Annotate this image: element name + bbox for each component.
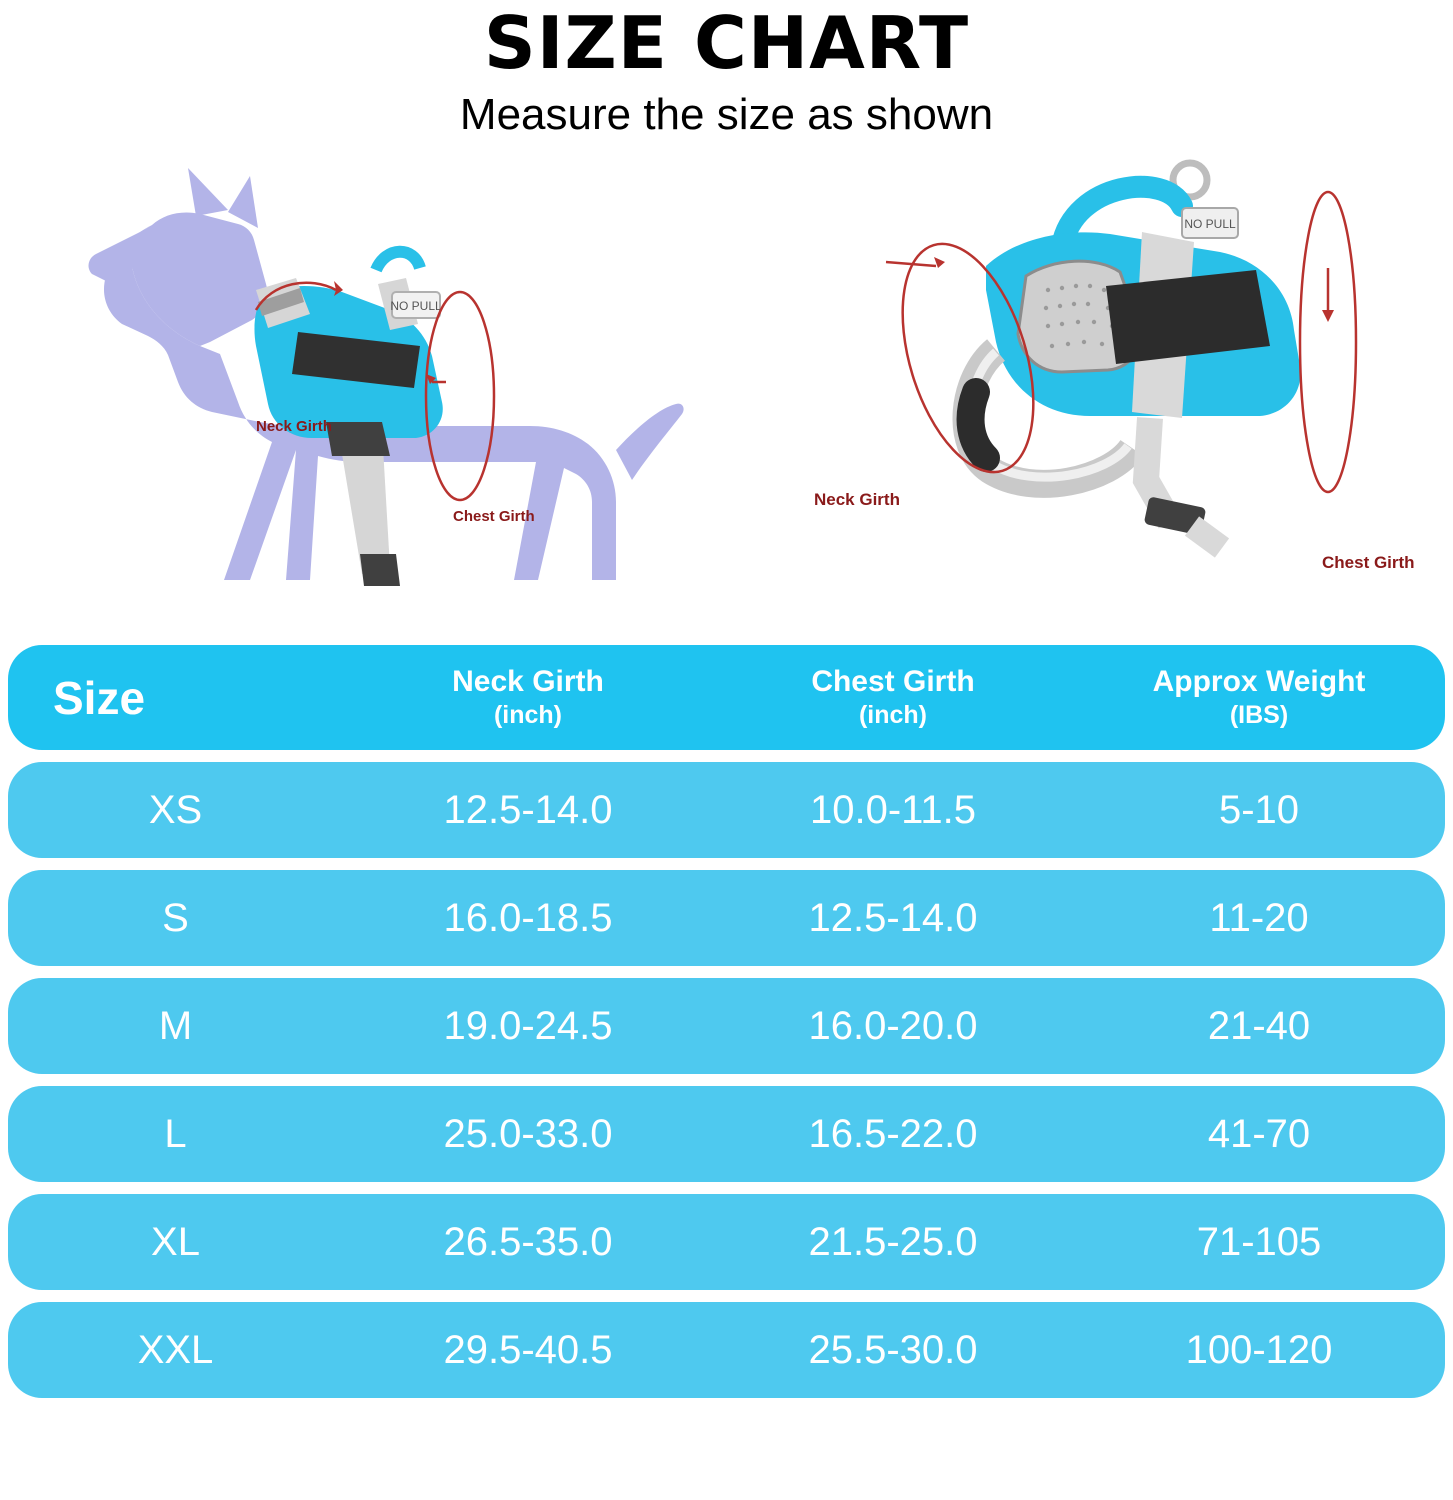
cell-weight: 5-10 bbox=[1218, 787, 1300, 832]
neck-girth-label-left: Neck Girth bbox=[256, 418, 332, 436]
table-row bbox=[8, 1194, 1445, 1290]
cell-chest: 25.5-30.0 bbox=[808, 1327, 978, 1372]
table-row bbox=[8, 1302, 1445, 1398]
cell-size: XL bbox=[151, 1219, 200, 1264]
cell-size: M bbox=[158, 1003, 193, 1048]
cell-chest: 12.5-14.0 bbox=[808, 895, 978, 940]
cell-weight: 71-105 bbox=[1196, 1219, 1322, 1264]
cell-neck: 16.0-18.5 bbox=[443, 895, 613, 940]
cell-chest: 10.0-11.5 bbox=[809, 787, 977, 832]
svg-text:NO PULL: NO PULL bbox=[390, 299, 442, 314]
column-header-neck-girth-unit: (inch) bbox=[493, 700, 563, 729]
chest-girth-label-right: Chest Girth bbox=[1322, 553, 1415, 573]
column-header-chest-girth-title: Chest Girth bbox=[811, 665, 975, 699]
cell-neck: 25.0-33.0 bbox=[443, 1111, 613, 1156]
column-header-chest-girth bbox=[713, 665, 1073, 730]
column-header-size: Size bbox=[53, 671, 146, 724]
cell-weight: 41-70 bbox=[1207, 1111, 1311, 1156]
harness-product-svg bbox=[790, 150, 1410, 630]
harness-product-diagram bbox=[790, 150, 1415, 630]
cell-size: S bbox=[162, 895, 189, 940]
cell-neck: 29.5-40.5 bbox=[443, 1327, 613, 1372]
cell-size: XXL bbox=[137, 1327, 214, 1372]
page-title: SIZE CHART bbox=[483, 1, 970, 85]
column-header-approx-weight-title: Approx Weight bbox=[1152, 665, 1366, 699]
table-row bbox=[8, 1086, 1445, 1182]
table-row bbox=[8, 870, 1445, 966]
dog-harness-diagram bbox=[60, 150, 700, 630]
cell-weight: 100-120 bbox=[1185, 1327, 1333, 1372]
cell-neck: 19.0-24.5 bbox=[443, 1003, 613, 1048]
cell-size: L bbox=[164, 1111, 187, 1156]
size-chart-table bbox=[8, 645, 1445, 1410]
cell-chest: 16.0-20.0 bbox=[808, 1003, 978, 1048]
table-row bbox=[8, 762, 1445, 858]
page-header bbox=[0, 0, 1453, 140]
neck-girth-label-right: Neck Girth bbox=[814, 490, 900, 510]
column-header-approx-weight bbox=[1073, 665, 1445, 730]
column-header-chest-girth-unit: (inch) bbox=[858, 700, 928, 729]
dog-silhouette-svg bbox=[60, 150, 700, 630]
page-subtitle: Measure the size as shown bbox=[459, 89, 994, 139]
cell-weight: 21-40 bbox=[1207, 1003, 1311, 1048]
svg-text:NO PULL: NO PULL bbox=[1184, 217, 1236, 232]
chest-girth-label-left: Chest Girth bbox=[453, 508, 535, 526]
column-header-neck-girth-title: Neck Girth bbox=[452, 665, 604, 699]
cell-chest: 21.5-25.0 bbox=[808, 1219, 978, 1264]
cell-chest: 16.5-22.0 bbox=[808, 1111, 978, 1156]
table-row bbox=[8, 978, 1445, 1074]
column-header-neck-girth bbox=[343, 665, 713, 730]
column-header-approx-weight-unit: (IBS) bbox=[1229, 700, 1289, 729]
illustration-row bbox=[0, 140, 1453, 635]
cell-weight: 11-20 bbox=[1209, 895, 1309, 940]
cell-neck: 12.5-14.0 bbox=[443, 787, 613, 832]
table-header-row bbox=[8, 645, 1445, 750]
cell-size: XS bbox=[148, 787, 203, 832]
cell-neck: 26.5-35.0 bbox=[443, 1219, 613, 1264]
